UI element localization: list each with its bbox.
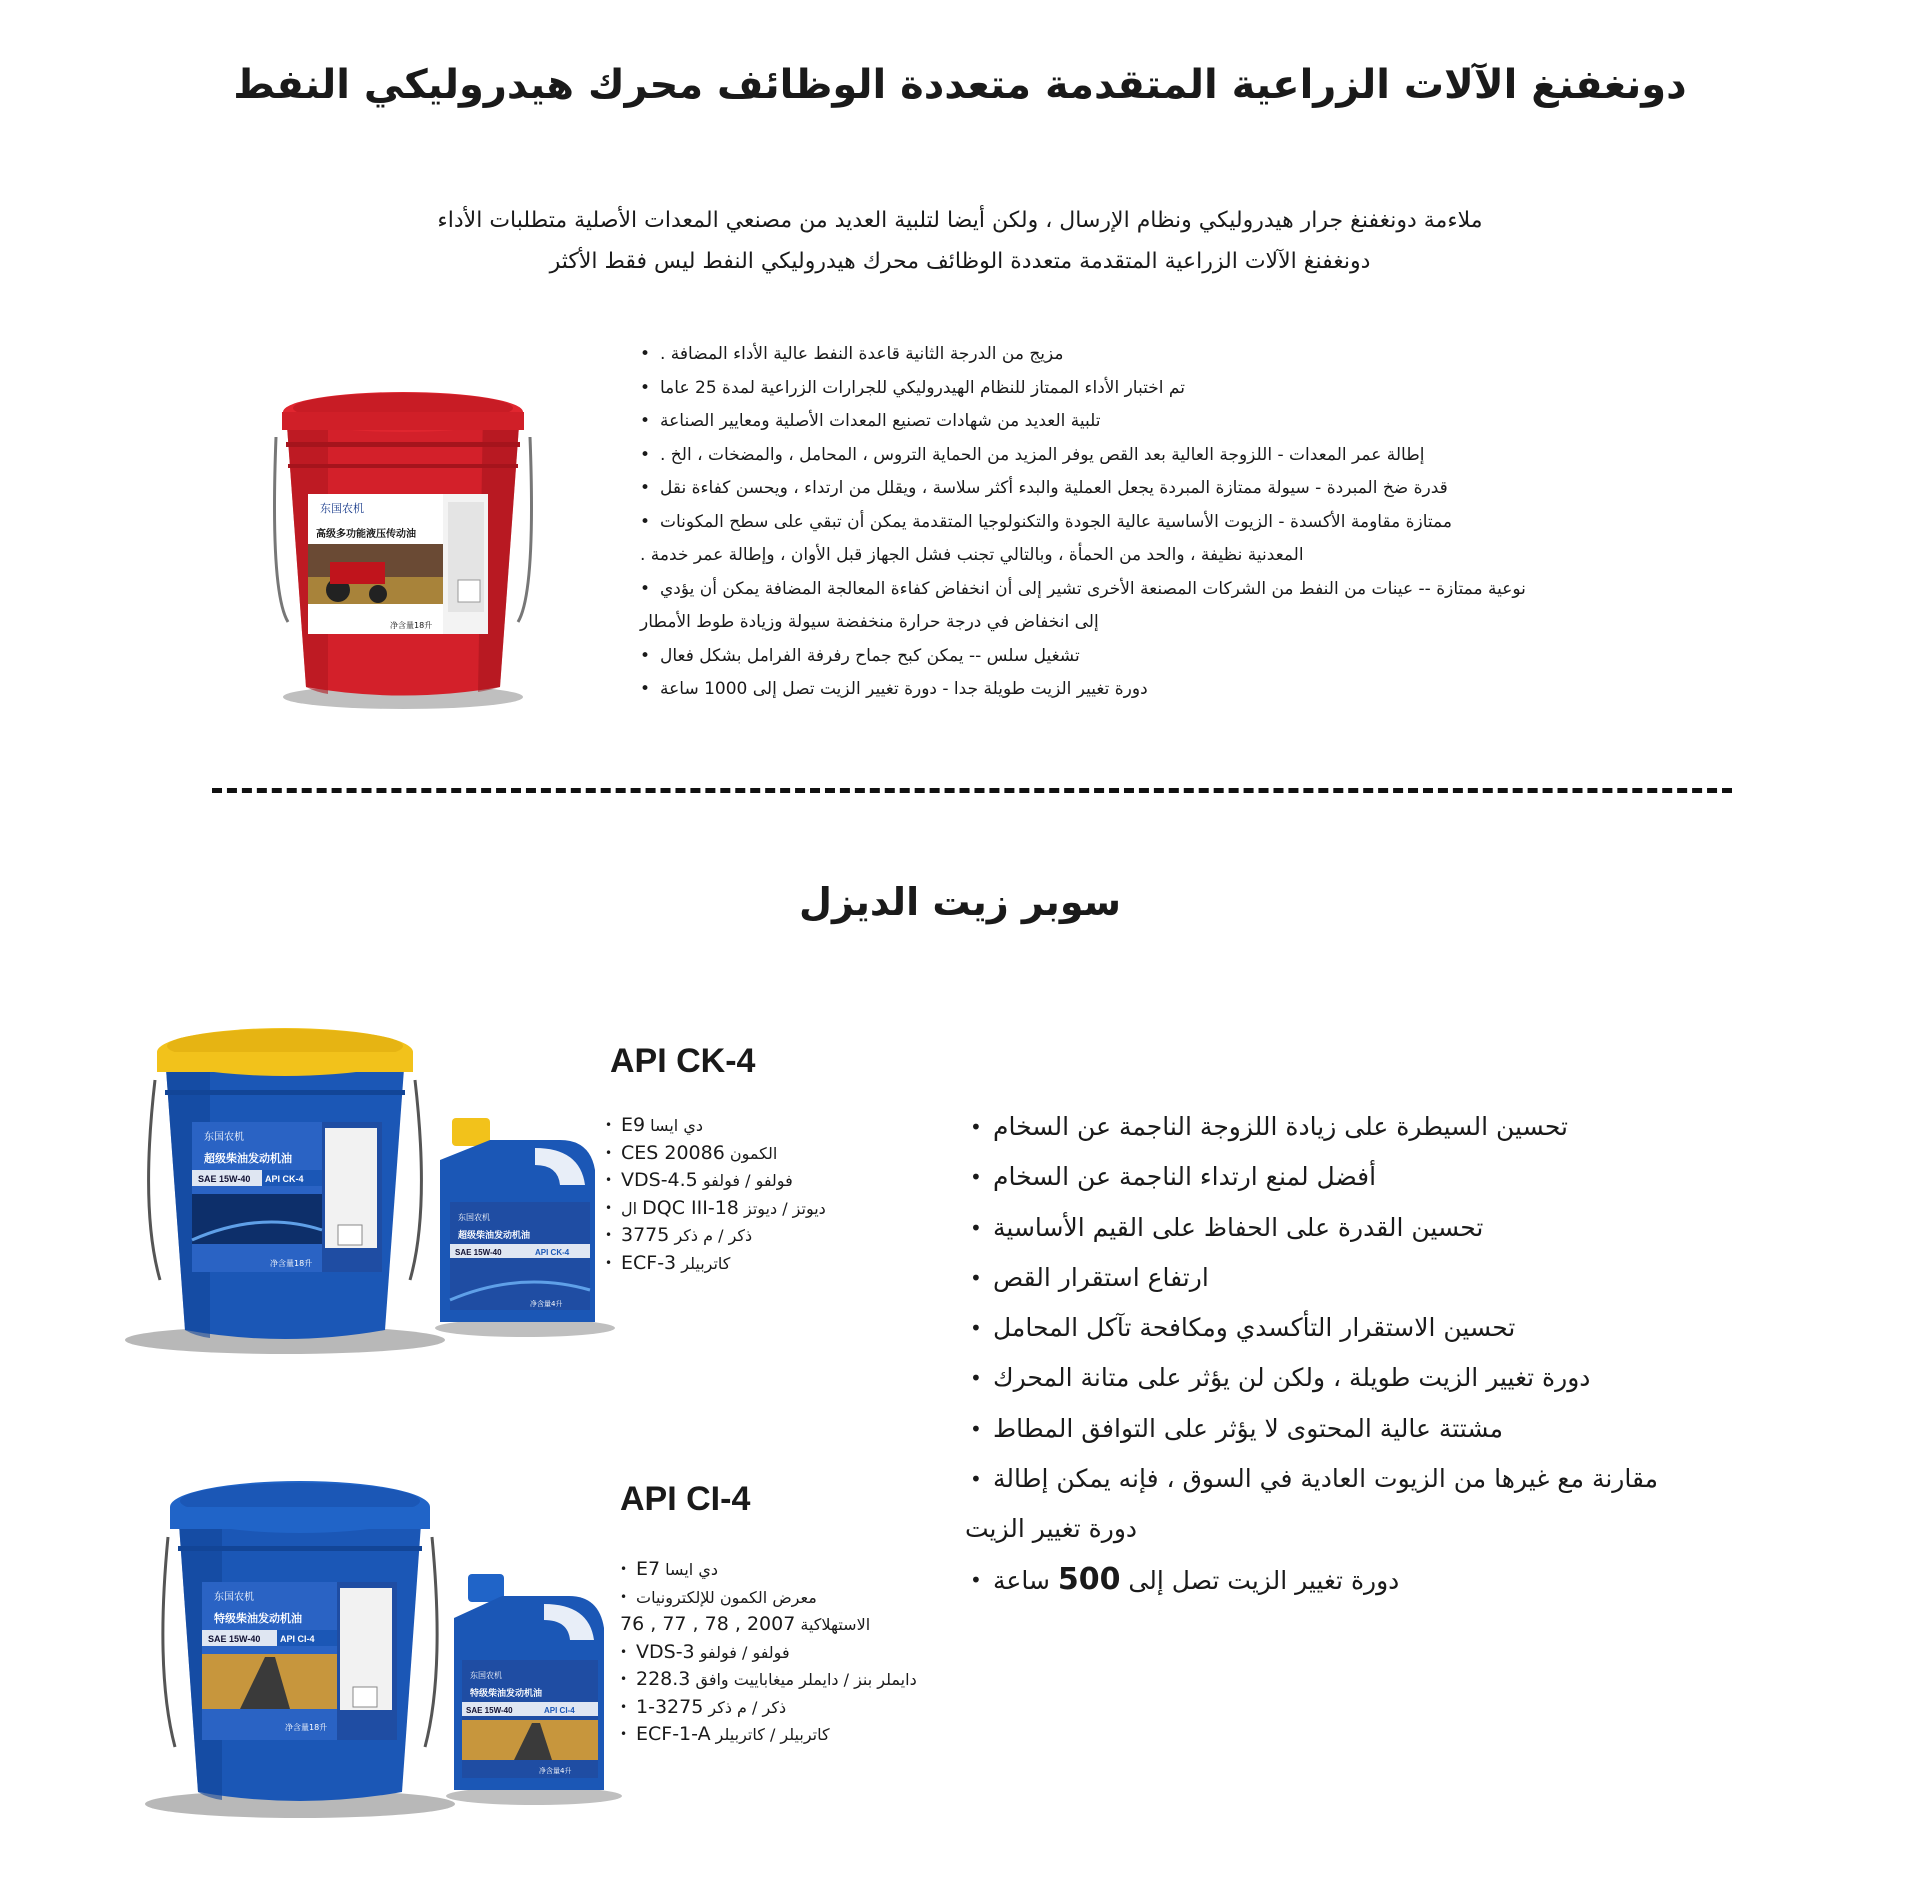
list-item: دورة تغيير الزيت [965,1514,1138,1544]
brand-logo: 东国农机 [320,502,364,515]
list-item: • دي ايسا E7 [620,1556,990,1584]
intro-paragraph [200,200,1720,282]
svg-text:净含量18升: 净含量18升 [270,1259,313,1268]
svg-text:东国农机: 东国农机 [470,1671,502,1680]
list-item: • مزيج من الدرجة الثانية قاعدة النفط عالية الأداء المضافة . [640,338,1750,372]
svg-text:API CI-4: API CI-4 [280,1634,315,1644]
page-title: دونغفنغ الآلات الزراعية المتقدمة متعددة الوظائف محرك هيدروليكي النفط [233,62,1687,108]
svg-text:高级多功能液压传动油: 高级多功能液压传动油 [316,529,416,540]
section-divider [212,788,1732,793]
svg-text:SAE 15W-40: SAE 15W-40 [208,1634,261,1644]
svg-text:API CK-4: API CK-4 [535,1248,570,1257]
svg-text:净含量18升: 净含量18升 [285,1723,328,1732]
list-item: • تم اختبار الأداء الممتاز للنظام الهيدروليكي للجرارات الزراعية لمدة 25 عاما [640,372,1750,406]
svg-text:特级柴油发动机油: 特级柴油发动机油 [214,1612,302,1625]
list-item: • مشتتة عالية المحتوى لا يؤثر على التوافق المطاط [965,1404,1815,1454]
list-item: • مقارنة مع غيرها من الزيوت العادية في السوق ، فإنه يمكن إطالة [965,1454,1815,1504]
svg-text:净含量4升: 净含量4升 [530,1300,563,1308]
svg-text:东国农机: 东国农机 [204,1132,244,1143]
product-title-ci4: API CI-4 [620,1480,751,1518]
svg-text:SAE 15W-40: SAE 15W-40 [466,1706,513,1715]
svg-text:东国农机: 东国农机 [214,1592,254,1603]
list-item: • ارتفاع استقرار القص [965,1253,1815,1303]
list-item: • كاتربيلر ECF-3 [605,1250,895,1278]
list-item: • أفضل لمنع ارتداء الناجمة عن السخام [965,1152,1815,1202]
svg-text:净含量4升: 净含量4升 [539,1767,572,1775]
list-item: • دورة تغيير الزيت طويلة ، ولكن لن يؤثر على متانة المحرك [965,1353,1815,1403]
svg-text:API CI-4: API CI-4 [544,1706,575,1715]
section-title: سوبر زيت الديزل [798,880,1122,924]
list-item: • فولفو / فولفو VDS-4.5 [605,1167,895,1195]
list-item: الاستهلاكية 2007 , 78 , 77 , 76 [620,1613,871,1635]
svg-text:净含量18升: 净含量18升 [390,621,433,630]
diesel-oil-feature-list [965,1102,1815,1606]
list-item: • إطالة عمر المعدات - اللزوجة العالية بعد القص يوفر المزيد من الحماية التروس ، المحامل ، والمضخات ، الخ . [640,439,1750,473]
list-item: • دايملر بنز / دايملر ميغاباييت وافق 228.3 [620,1666,990,1694]
svg-text:东国农机: 东国农机 [458,1213,490,1222]
product-title-ck4: API CK-4 [610,1042,756,1080]
list-item: • تحسين السيطرة على زيادة اللزوجة الناجمة عن السخام [965,1102,1815,1152]
ci4-pail-image [140,1462,460,1822]
list-item: • ديوتز / ديوتز DQC III-18 ال [605,1195,895,1223]
ci4-spec-list [620,1556,990,1749]
list-item: • تحسين الاستقرار التأكسدي ومكافحة تآكل المحامل [965,1303,1815,1353]
list-item: • ذكر / م ذكر 3775 [605,1222,895,1250]
svg-text:SAE 15W-40: SAE 15W-40 [455,1248,502,1257]
list-item: • تشغيل سلس -- يمكن كبح جماح رفرفة الفرامل بشكل فعال [640,640,1750,674]
list-item: • تحسين القدرة على الحفاظ على القيم الأساسية [965,1203,1815,1253]
list-item: إلى انخفاض في درجة حرارة منخفضة سيولة وزيادة طوط الأمطار [640,612,1099,632]
ck4-jug-image [430,1110,620,1340]
list-item: • ذكر / م ذكر 3275-1 [620,1694,990,1722]
svg-text:SAE 15W-40: SAE 15W-40 [198,1174,251,1184]
list-item: • دورة تغيير الزيت تصل إلى 500 ساعة [965,1555,1815,1606]
ck4-spec-list [605,1112,895,1277]
hydraulic-oil-feature-list [640,338,1750,707]
list-item: • الكمون CES 20086 [605,1140,895,1168]
svg-text:API CK-4: API CK-4 [265,1174,304,1184]
list-item: • دورة تغيير الزيت طويلة جدا - دورة تغيير الزيت تصل إلى 1000 ساعة [640,673,1750,707]
svg-text:特级柴油发动机油: 特级柴油发动机油 [470,1689,543,1699]
list-item: • تلبية العديد من شهادات تصنيع المعدات الأصلية ومعايير الصناعة [640,405,1750,439]
list-item: • معرض الكمون للإلكترونيات [620,1584,990,1612]
intro-line-2: دونغفنغ الآلات الزراعية المتقدمة متعددة الوظائف محرك هيدروليكي النفط ليس فقط الأكثر [549,249,1371,274]
svg-text:超级柴油发动机油: 超级柴油发动机油 [458,1231,531,1241]
list-item: • نوعية ممتازة -- عينات من النفط من الشركات المصنعة الأخرى تشير إلى أن انخفاض كفاءة المعالجة المضافة يمكن أن يؤدي [640,573,1750,607]
list-item: المعدنية نظيفة ، والحد من الحمأة ، وبالتالي تجنب فشل الجهاز قبل الأوان ، وإطالة عمر خدمة . [640,545,1304,565]
list-item: • ممتازة مقاومة الأكسدة - الزيوت الأساسية عالية الجودة والتكنولوجيا المتقدمة يمكن أن تبقي على سطح المكونات [640,506,1750,540]
svg-text:超级柴油发动机油: 超级柴油发动机油 [204,1152,292,1165]
list-item: • دي ايسا E9 [605,1112,895,1140]
intro-line-1: ملاءمة دونغفنغ جرار هيدروليكي ونظام الإرسال ، ولكن أيضا لتلبية العديد من مصنعي المعدات الأصلية متطلبات الأداء [437,208,1483,233]
list-item: • قدرة ضخ المبردة - سيولة ممتازة المبردة يجعل العملية والبدء أكثر سلاسة ، ويقلل من ارتداء ، ويحسن كفاءة نقل [640,472,1750,506]
ck4-pail-image [120,1010,450,1360]
ci4-jug-image [444,1568,624,1808]
hydraulic-oil-pail-image [268,372,538,712]
list-item: • كاتربيلر / كاتربيلر ECF-1-A [620,1721,990,1749]
list-item: • فولفو / فولفو VDS-3 [620,1639,990,1667]
